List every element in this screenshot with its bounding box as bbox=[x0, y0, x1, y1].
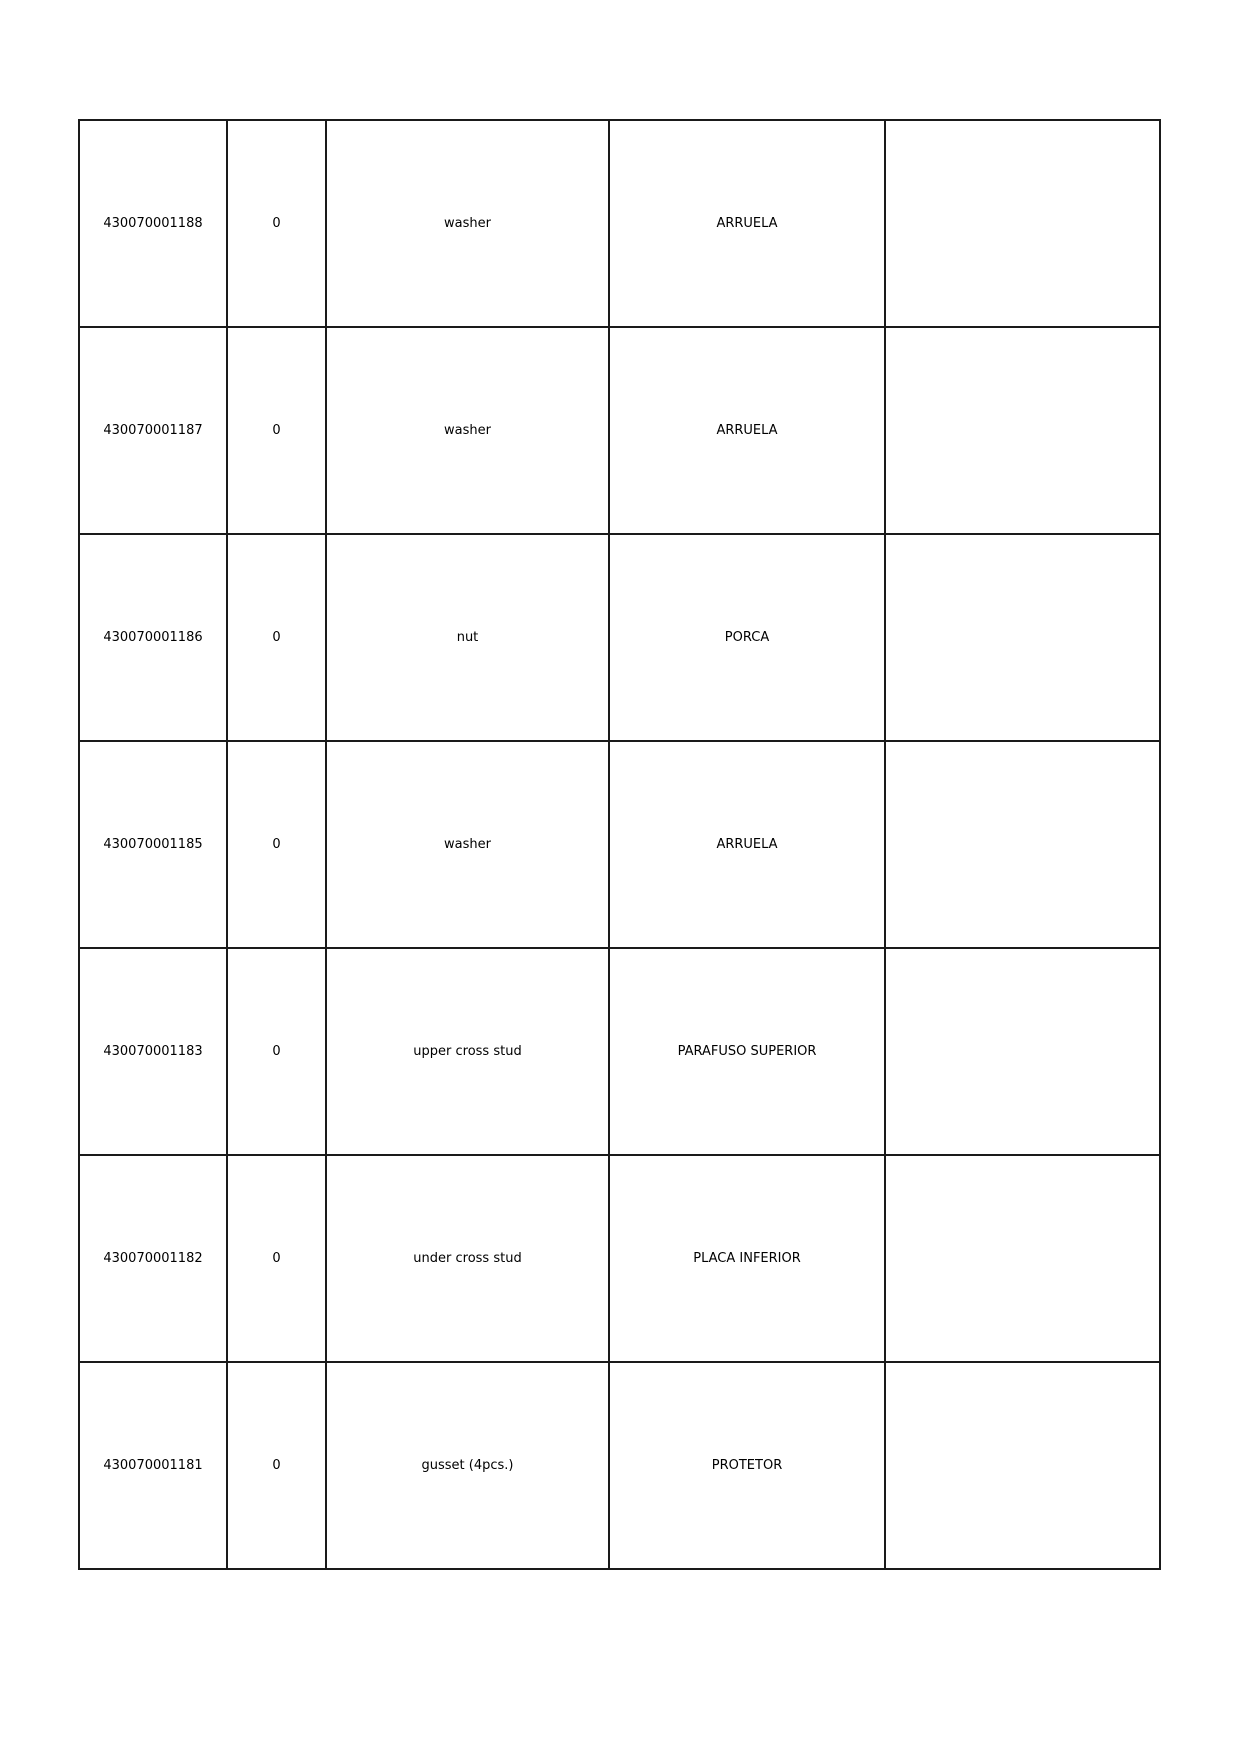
table-row bbox=[79, 741, 1160, 948]
table-row bbox=[79, 1362, 1160, 1569]
notes-cell bbox=[885, 948, 1160, 1155]
table-row bbox=[79, 534, 1160, 741]
table-row bbox=[79, 1155, 1160, 1362]
notes-cell bbox=[885, 1155, 1160, 1362]
description-en-cell: nut bbox=[326, 534, 609, 741]
description-en-cell: upper cross stud bbox=[326, 948, 609, 1155]
description-pt-cell: PARAFUSO SUPERIOR bbox=[609, 948, 885, 1155]
notes-cell bbox=[885, 120, 1160, 327]
description-pt-cell: ARRUELA bbox=[609, 327, 885, 534]
description-pt-cell: PLACA INFERIOR bbox=[609, 1155, 885, 1362]
quantity-cell: 0 bbox=[227, 1155, 326, 1362]
part-code-cell: 430070001188 bbox=[79, 120, 227, 327]
part-code-cell: 430070001183 bbox=[79, 948, 227, 1155]
part-code-cell: 430070001182 bbox=[79, 1155, 227, 1362]
quantity-cell: 0 bbox=[227, 948, 326, 1155]
parts-table bbox=[78, 119, 1161, 1570]
description-pt-cell: ARRUELA bbox=[609, 120, 885, 327]
part-code-cell: 430070001187 bbox=[79, 327, 227, 534]
notes-cell bbox=[885, 741, 1160, 948]
quantity-cell: 0 bbox=[227, 741, 326, 948]
table-row bbox=[79, 948, 1160, 1155]
notes-cell bbox=[885, 327, 1160, 534]
description-en-cell: washer bbox=[326, 327, 609, 534]
quantity-cell: 0 bbox=[227, 120, 326, 327]
part-code-cell: 430070001186 bbox=[79, 534, 227, 741]
part-code-cell: 430070001181 bbox=[79, 1362, 227, 1569]
description-en-cell: washer bbox=[326, 120, 609, 327]
description-pt-cell: PORCA bbox=[609, 534, 885, 741]
description-pt-cell: ARRUELA bbox=[609, 741, 885, 948]
table-row bbox=[79, 120, 1160, 327]
part-code-cell: 430070001185 bbox=[79, 741, 227, 948]
notes-cell bbox=[885, 1362, 1160, 1569]
quantity-cell: 0 bbox=[227, 1362, 326, 1569]
table-row bbox=[79, 327, 1160, 534]
description-en-cell: gusset (4pcs.) bbox=[326, 1362, 609, 1569]
quantity-cell: 0 bbox=[227, 327, 326, 534]
description-en-cell: washer bbox=[326, 741, 609, 948]
description-en-cell: under cross stud bbox=[326, 1155, 609, 1362]
description-pt-cell: PROTETOR bbox=[609, 1362, 885, 1569]
quantity-cell: 0 bbox=[227, 534, 326, 741]
notes-cell bbox=[885, 534, 1160, 741]
